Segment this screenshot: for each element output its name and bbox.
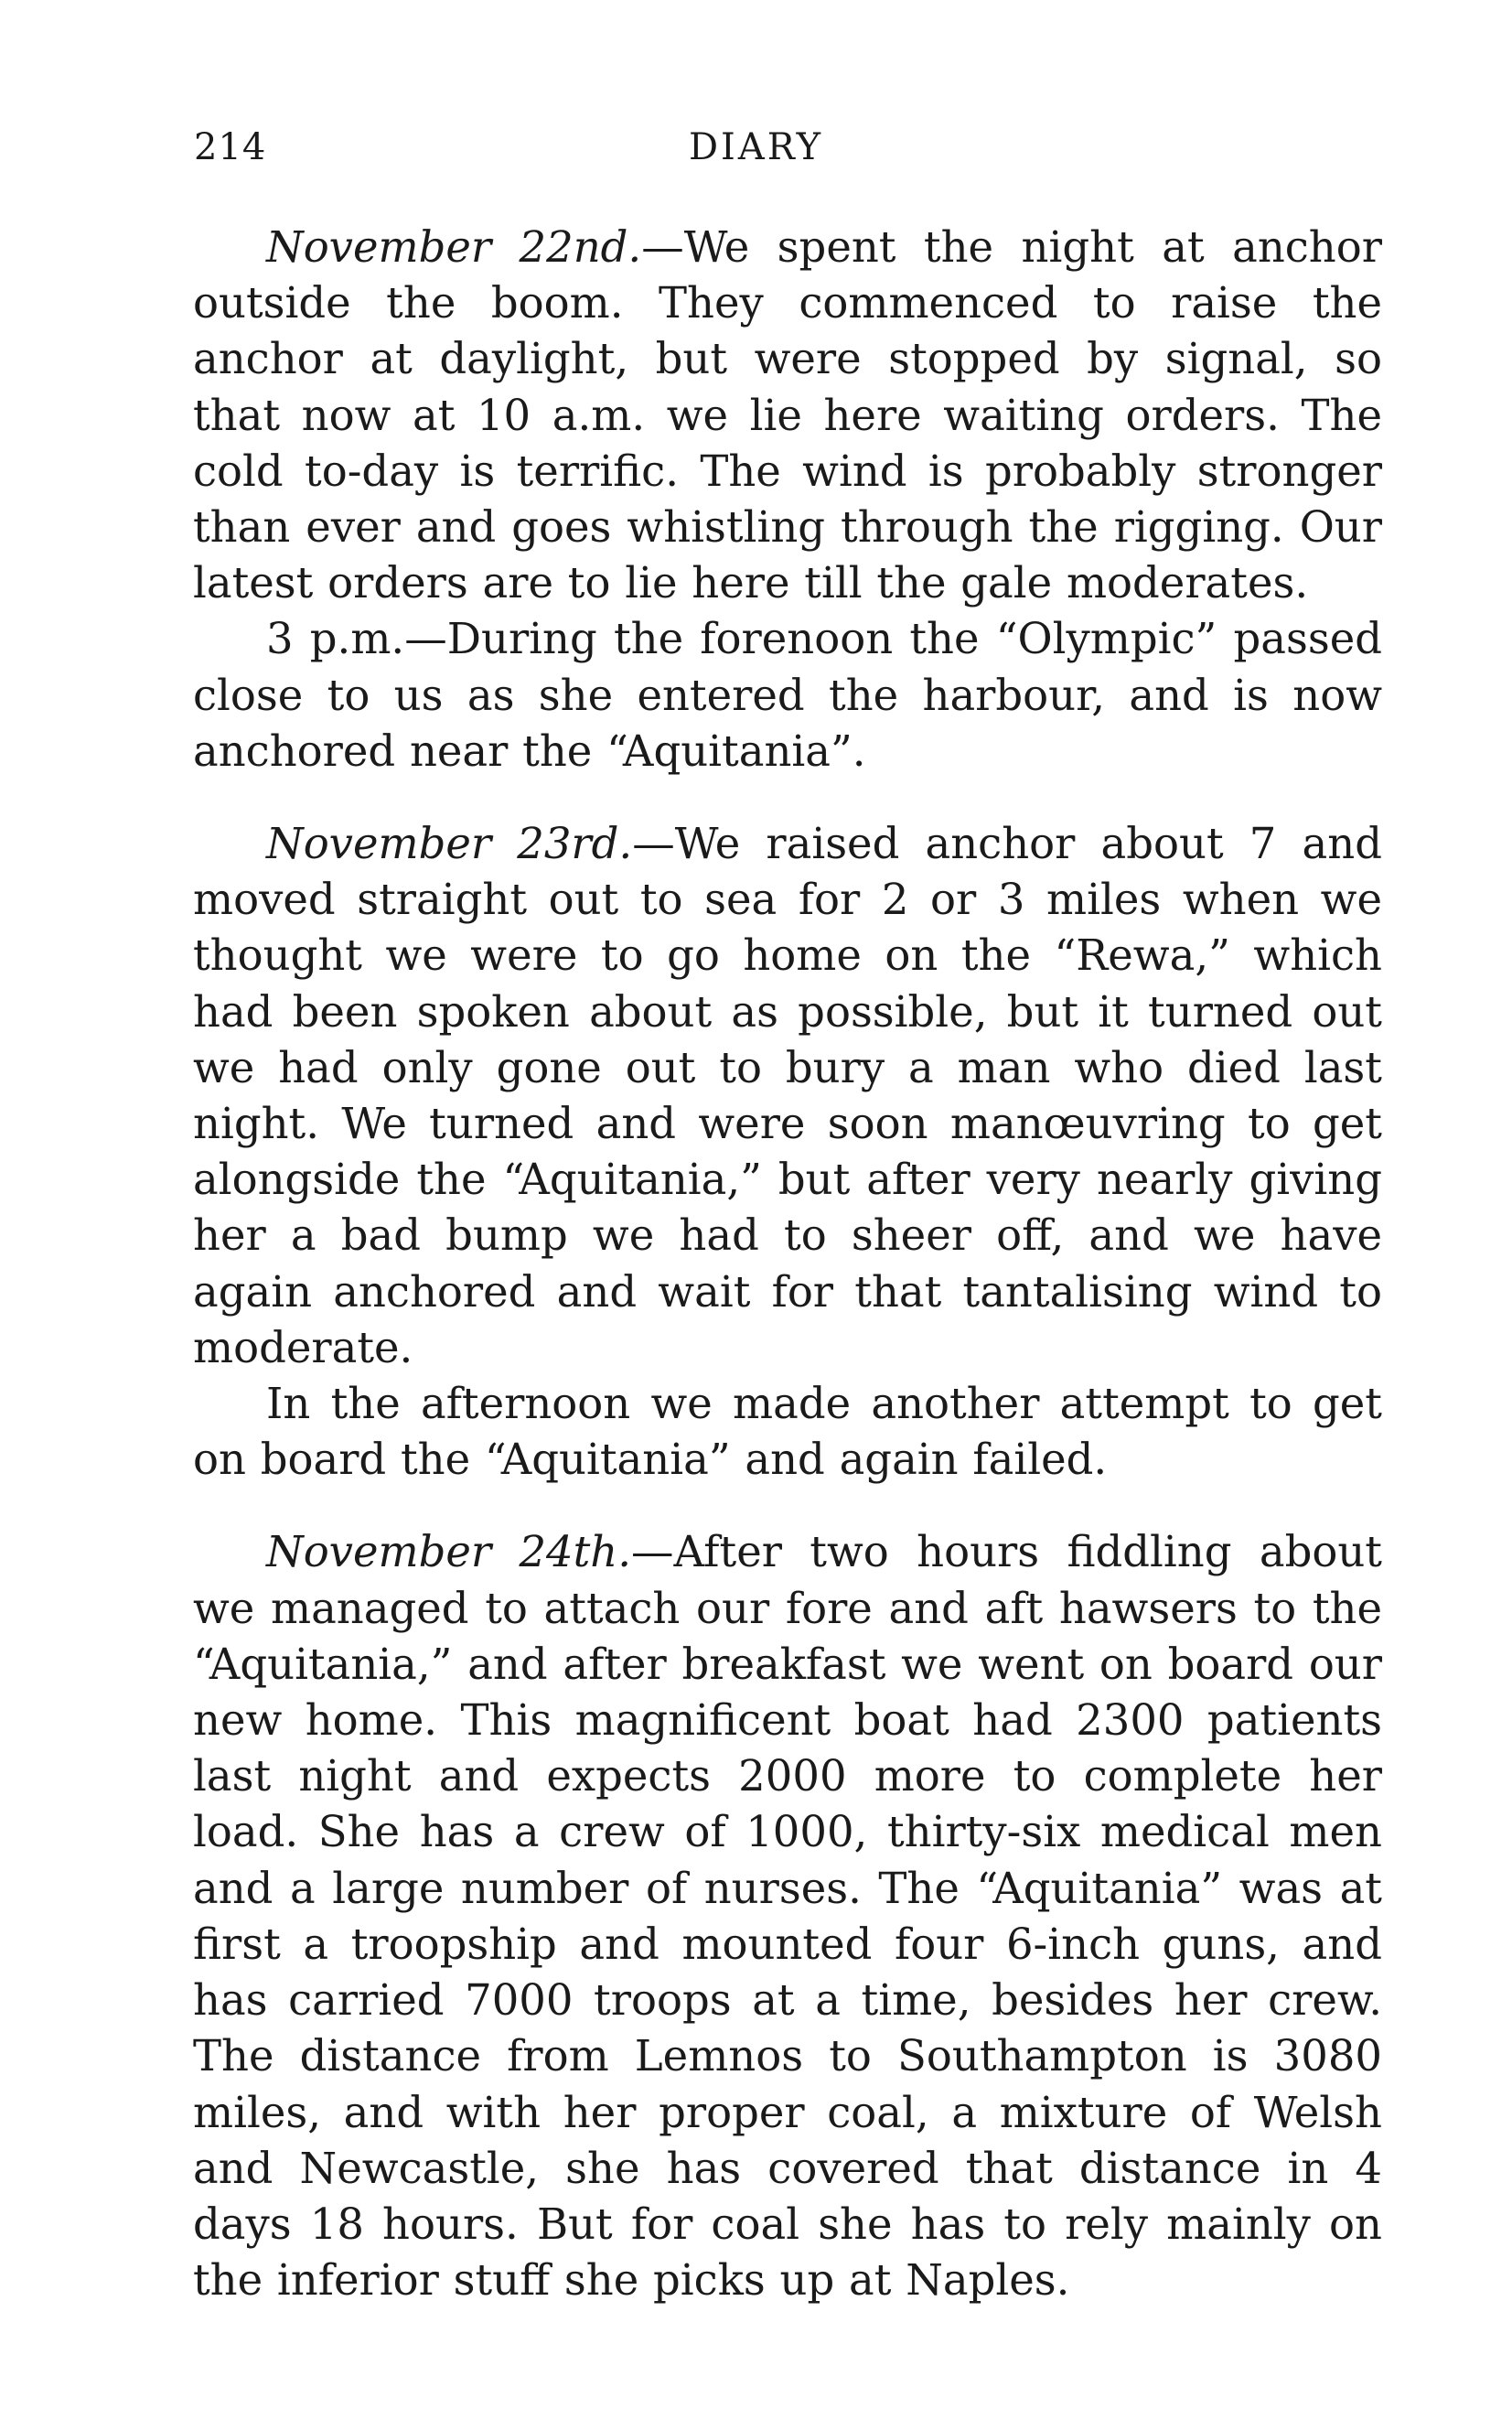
paragraph [193, 220, 1382, 611]
diary-text [193, 220, 1382, 2345]
paragraph [193, 1376, 1382, 1488]
page-number: 214 [194, 126, 267, 168]
diary-entry-nov-23 [193, 816, 1382, 1488]
paragraph-text: —We spent the night at anchor outside the boom. They commenced to raise the anchor at daylight, but were stopped by signal, so that now at 10 a.m. we lie here waiting orders. The cold to-day is terrific. The wind is probably stronger than ever and goes whistling through the rigging. Our latest orders are to lie here till the gale moderates. [193, 222, 1382, 608]
paragraph [193, 611, 1382, 780]
entry-date: November 23rd. [266, 819, 633, 869]
paragraph-text: 3 p.m.—During the forenoon the “Olympic” passed close to us as she entered the harbour, and is now anchored near the “Aquitania”. [193, 614, 1382, 776]
paragraph-text: —We raised anchor about 7 and moved straight out to sea for 2 or 3 miles when we thought we were to go home on the “Rewa,” which had been spoken about as possible, but it turned out we had only gone out to bury a man who died last night. We turned and were soon manœuvring to get alongside the “Aquitania,” but after very nearly giving her a bad bump we had to sheer off, and we have again anchored and wait for that tantalising wind to moderate. [193, 819, 1382, 1372]
paragraph-text: In the afternoon we made another attempt to get on board the “Aquitania” and again failed. [193, 1379, 1382, 1485]
running-head: DIARY [688, 126, 824, 168]
entry-date: November 22nd. [266, 222, 642, 272]
diary-entry-nov-24 [193, 1524, 1382, 2308]
paragraph [193, 816, 1382, 1376]
paragraph [193, 1524, 1382, 2308]
diary-entry-nov-22 [193, 220, 1382, 780]
paragraph-text: —After two hours fiddling about we managed to attach our fore and aft hawsers to the “Aquitania,” and after breakfast we went on board our new home. This magnificent boat had 2300 patients last night and expects 2000 more to complete her load. She has a crew of 1000, thirty-six medical men and a large number of nurses. The “Aquitania” was at first a troopship and mounted four 6-inch guns, and has carried 7000 troops at a time, besides her crew. The distance from Lemnos to Southampton is 3080 miles, and with her proper coal, a mixture of Welsh and Newcastle, she has covered that distance in 4 days 18 hours. But for coal she has to rely mainly on the inferior stuff she picks up at Naples. [193, 1527, 1382, 2306]
entry-date: November 24th. [266, 1527, 632, 1577]
